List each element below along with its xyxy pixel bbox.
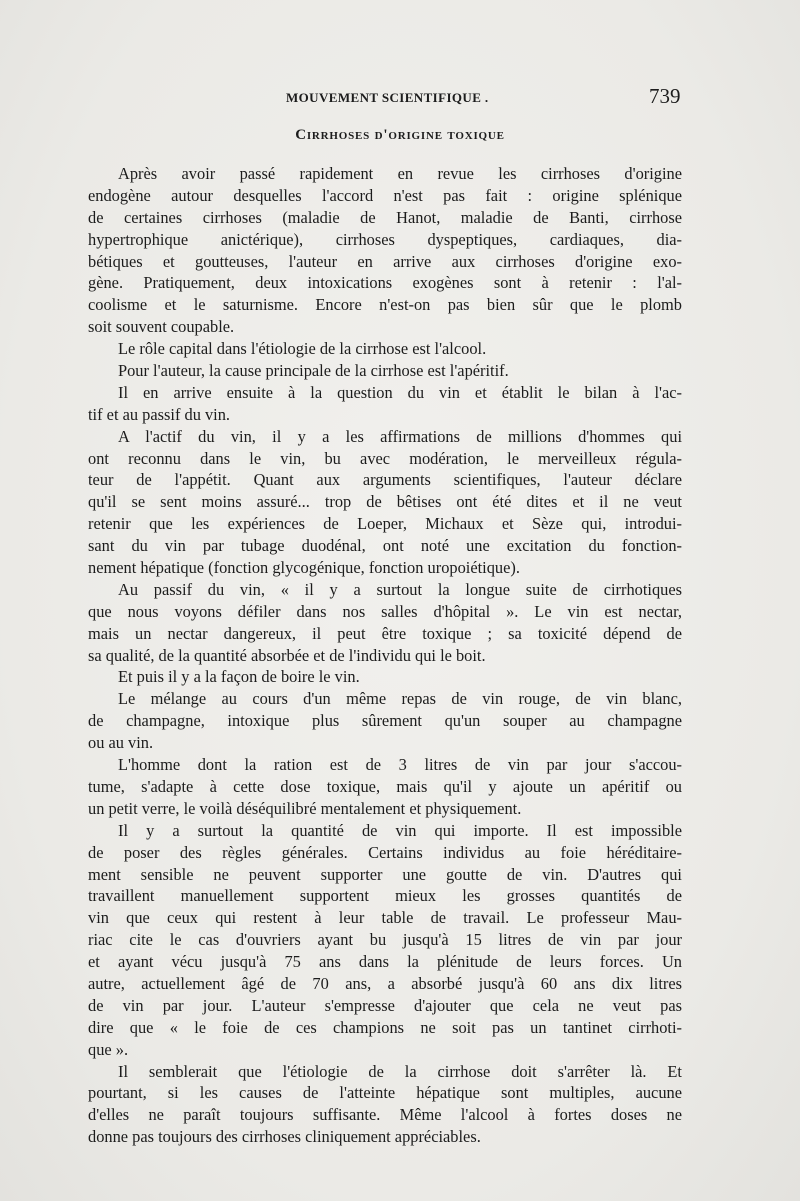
text-line: Et puis il y a la façon de boire le vin. — [118, 667, 360, 687]
text-line: un petit verre, le voilà déséquilibré mentalement et physiquement. — [88, 798, 522, 818]
text-line: autre, actuellement âgé de 70 ans, a absorbé jusqu'à 60 ans dix litres — [88, 973, 682, 993]
text-line: L'homme dont la ration est de 3 litres de vin par jour s'accou- — [118, 755, 682, 775]
text-line: vin que ceux qui restent à leur table de travail. Le professeur Mau- — [88, 908, 682, 928]
text-line: de vin par jour. L'auteur s'empresse d'ajouter que cela ne veut pas — [88, 995, 682, 1015]
text-line: hypertrophique anictérique), cirrhoses dyspeptiques, cardiaques, dia- — [88, 229, 682, 249]
text-line: Le rôle capital dans l'étiologie de la cirrhose est l'alcool. — [118, 339, 487, 359]
text-line: donne pas toujours des cirrhoses cliniquement appréciables. — [88, 1127, 481, 1147]
text-line: de poser des règles générales. Certains individus au foie héréditaire- — [88, 842, 682, 862]
text-line: A l'actif du vin, il y a les affirmations de millions d'hommes qui — [118, 426, 682, 446]
text-line: tume, s'adapte à cette dose toxique, mais qu'il y ajoute un apéritif ou — [88, 776, 682, 796]
text-line: de champagne, intoxique plus sûrement qu'un souper au champagne — [88, 711, 682, 731]
text-line: qu'il se sent moins assuré... trop de bêtises ont été dites et il ne veut — [88, 492, 682, 512]
text-line: soit souvent coupable. — [88, 317, 235, 337]
text-line: riac cite le cas d'ouvriers ayant bu jusqu'à 15 litres de vin par jour — [88, 930, 682, 950]
text-line: coolisme et le saturnisme. Encore n'est-on pas bien sûr que le plomb — [88, 295, 682, 315]
text-line: d'elles ne paraît toujours suffisante. Même l'alcool à fortes doses ne — [88, 1105, 682, 1125]
text-line: mais un nectar dangereux, il peut être toxique ; sa toxicité dépend de — [88, 623, 682, 643]
text-line: endogène autour desquelles l'accord n'est pas fait : origine splénique — [88, 185, 682, 205]
text-line: teur de l'appétit. Quant aux arguments scientifiques, l'auteur déclare — [88, 470, 682, 490]
page-header — [286, 86, 686, 112]
text-line: ment sensible ne peuvent supporter une goutte de vin. D'autres qui — [88, 864, 682, 884]
text-line: Il en arrive ensuite à la question du vin et établit le bilan à l'ac- — [118, 382, 682, 402]
page-number: 739 — [649, 84, 681, 108]
body-text — [88, 163, 682, 1148]
text-line: de certaines cirrhoses (maladie de Hanot, maladie de Banti, cirrhose — [88, 207, 682, 227]
text-line: tif et au passif du vin. — [88, 404, 231, 424]
section-title: Cirrhoses d'origine toxique — [295, 127, 505, 143]
text-line: pourtant, si les causes de l'atteinte hépatique sont multiples, aucune — [88, 1083, 682, 1103]
text-line: que ». — [88, 1039, 129, 1059]
text-line: Au passif du vin, « il y a surtout la longue suite de cirrhotiques — [118, 579, 682, 599]
text-line: Après avoir passé rapidement en revue les cirrhoses d'origine — [118, 164, 682, 183]
text-line: et ayant vécu jusqu'à 75 ans dans la plénitude de leurs forces. Un — [88, 952, 682, 972]
text-line: Le mélange au cours d'un même repas de vin rouge, de vin blanc, — [118, 689, 682, 709]
text-line: que nous voyons défiler dans nos salles d'hôpital ». Le vin est nectar, — [88, 601, 682, 621]
text-line: Il y a surtout la quantité de vin qui importe. Il est impossible — [118, 820, 682, 840]
text-line: retenir que les expériences de Loeper, Michaux et Sèze qui, introdui- — [88, 514, 682, 534]
text-line: Pour l'auteur, la cause principale de la cirrhose est l'apéritif. — [118, 361, 509, 381]
text-line: ou au vin. — [88, 733, 154, 753]
text-line: sa qualité, de la quantité absorbée et de l'individu qui le boit. — [88, 645, 486, 665]
running-head: MOUVEMENT SCIENTIFIQUE . — [286, 90, 489, 105]
text-line: gène. Pratiquement, deux intoxications exogènes sont à retenir : l'al- — [88, 273, 682, 293]
text-line: sant du vin par tubage duodénal, ont noté une excitation du fonction- — [88, 536, 682, 556]
text-line: dire que « le foie de ces champions ne soit pas un tantinet cirrhoti- — [88, 1017, 682, 1037]
text-line: bétiques et goutteuses, l'auteur en arrive aux cirrhoses d'origine exo- — [88, 251, 682, 271]
text-line: travaillent manuellement supportent mieux les grosses quantités de — [88, 886, 682, 906]
text-line: nement hépatique (fonction glycogénique, fonction uropoiétique). — [88, 558, 520, 578]
text-line: Il semblerait que l'étiologie de la cirrhose doit s'arrêter là. Et — [118, 1061, 682, 1081]
text-line: ont reconnu dans le vin, bu avec modération, le merveilleux régula- — [88, 448, 682, 468]
